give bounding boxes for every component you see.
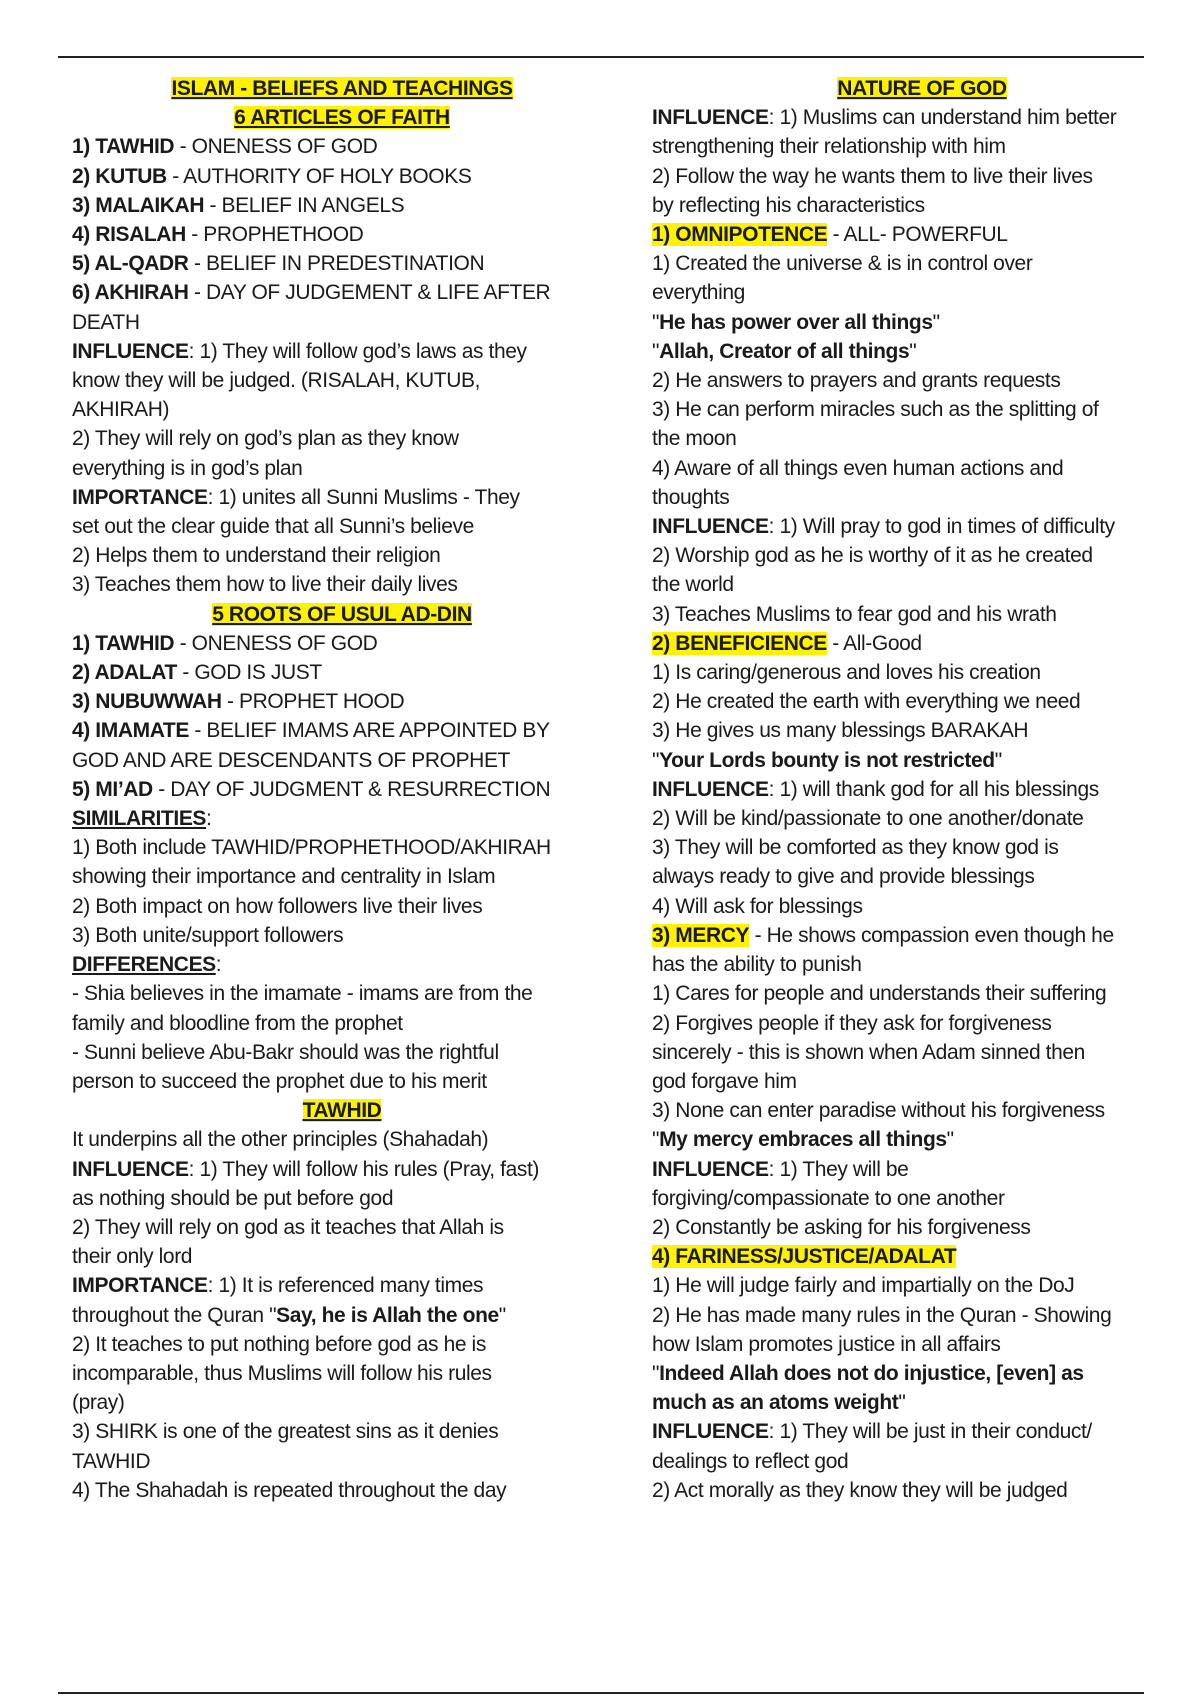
line-text: 1) He will judge fairly and impartially on the DoJ <box>652 1274 1075 1298</box>
text-line <box>652 1038 1192 1067</box>
quote-post: " <box>898 1391 906 1415</box>
quote-text: My mercy embraces all things <box>659 1128 947 1152</box>
line-text: 2) He created the earth with everything we need <box>652 690 1081 714</box>
term-text: : 1) They will follow his rules (Pray, fast) <box>188 1157 539 1181</box>
quote-pre: " <box>652 310 660 334</box>
text-line <box>72 541 612 570</box>
line-text: 2) They will rely on god’s plan as they know <box>72 427 459 451</box>
text-line <box>652 1330 1192 1359</box>
quote-pre: " <box>652 339 660 363</box>
text-line <box>72 921 612 950</box>
term-text: - AUTHORITY OF HOLY BOOKS <box>166 164 472 188</box>
term-label: IMPORTANCE <box>72 1274 208 1298</box>
quote-line <box>652 1125 1192 1154</box>
text-line <box>72 1476 612 1505</box>
term-label: 3) MERCY <box>652 923 750 947</box>
quote-text: Say, he is Allah the one <box>276 1303 499 1327</box>
line-text: as nothing should be put before god <box>72 1186 394 1210</box>
term-label: 4) IMAMATE <box>72 719 189 743</box>
line-text: TAWHID <box>72 1449 151 1473</box>
line-text: 2) Worship god as he is worthy of it as he created <box>652 544 1093 568</box>
term-text: - BELIEF IN PREDESTINATION <box>188 252 485 276</box>
line-text: 2) They will rely on god as it teaches that Allah is <box>72 1215 504 1239</box>
left-column <box>72 74 612 1505</box>
quote-line <box>652 337 1192 366</box>
text-line <box>72 512 612 541</box>
line-text: by reflecting his characteristics <box>652 193 925 217</box>
term-label: DIFFERENCES <box>72 953 216 977</box>
line-text: 3) They will be comforted as they know god is <box>652 836 1059 860</box>
term-label: 4) FARINESS/JUSTICE/ADALAT <box>652 1245 957 1269</box>
quote-pre: " <box>652 748 660 772</box>
text-line <box>72 395 612 424</box>
text-line <box>652 1271 1192 1300</box>
line-text: DEATH <box>72 310 140 334</box>
quote-post: " <box>498 1303 506 1327</box>
text-line <box>652 892 1192 921</box>
term-label: SIMILARITIES <box>72 807 207 831</box>
line-text: 1) Cares for people and understands their suffering <box>652 982 1107 1006</box>
quote-post: " <box>909 339 917 363</box>
line-text: everything <box>652 281 745 305</box>
quote-line <box>652 746 1192 775</box>
term-line <box>72 191 612 220</box>
term-text: : 1) They will be <box>768 1157 909 1181</box>
text-line <box>72 1009 612 1038</box>
term-text: : 1) They will follow god’s laws as they <box>188 339 527 363</box>
text-line <box>72 1242 612 1271</box>
text-line <box>72 1067 612 1096</box>
quote-text: Allah, Creator of all things <box>659 339 910 363</box>
text-line <box>72 1359 612 1388</box>
line-text: 2) Follow the way he wants them to live their lives <box>652 164 1093 188</box>
quote-post: " <box>994 748 1002 772</box>
heading-text: ISLAM - BELIEFS AND TEACHINGS <box>171 77 513 100</box>
term-text: : 1) will thank god for all his blessings <box>768 777 1099 801</box>
term-line <box>72 804 612 833</box>
line-text: 3) Both unite/support followers <box>72 923 344 947</box>
text-line <box>72 454 612 483</box>
line-text: has the ability to punish <box>652 953 862 977</box>
text-line <box>72 1213 612 1242</box>
quote-pre: " <box>652 1361 660 1385</box>
term-text: - ONENESS OF GOD <box>174 631 378 655</box>
term-line <box>652 103 1192 132</box>
term-line <box>72 1155 612 1184</box>
term-line <box>72 132 612 161</box>
text-line <box>652 833 1192 862</box>
term-text: - ONENESS OF GOD <box>174 135 378 159</box>
term-line <box>72 1271 612 1300</box>
line-text: 4) Will ask for blessings <box>652 894 863 918</box>
term-line <box>72 950 612 979</box>
line-text: - Sunni believe Abu-Bakr should was the rightful <box>72 1040 499 1064</box>
section-heading <box>72 1096 612 1125</box>
line-text: set out the clear guide that all Sunni’s believe <box>72 515 474 539</box>
term-label: INFLUENCE <box>72 339 189 363</box>
quote-post: " <box>932 310 940 334</box>
line-text: 2) Both impact on how followers live their lives <box>72 894 483 918</box>
term-text: : 1) Will pray to god in times of difficulty <box>768 515 1115 539</box>
line-text: everything is in god’s plan <box>72 456 303 480</box>
text-line <box>652 600 1192 629</box>
term-line <box>72 249 612 278</box>
term-label: 3) NUBUWWAH <box>72 690 222 714</box>
term-text: - BELIEF IMAMS ARE APPOINTED BY <box>188 719 550 743</box>
term-text: : <box>206 807 212 831</box>
line-text: how Islam promotes justice in all affairs <box>652 1332 1001 1356</box>
text-line <box>652 249 1192 278</box>
text-line <box>652 162 1192 191</box>
term-label: 1) TAWHID <box>72 631 175 655</box>
term-line <box>652 1417 1192 1446</box>
term-line <box>652 512 1192 541</box>
line-text: 3) SHIRK is one of the greatest sins as it denies <box>72 1420 499 1444</box>
line-text: 2) Helps them to understand their religion <box>72 544 441 568</box>
line-text: 3) Teaches them how to live their daily lives <box>72 573 458 597</box>
line-text: the world <box>652 573 734 597</box>
line-text: 3) He can perform miracles such as the splitting of <box>652 398 1099 422</box>
text-line <box>72 424 612 453</box>
term-text: : 1) unites all Sunni Muslims - They <box>207 485 520 509</box>
heading-text: 6 ARTICLES OF FAITH <box>234 106 450 130</box>
line-text: forgiving/compassionate to one another <box>652 1186 1005 1210</box>
text-line <box>652 132 1192 161</box>
term-label: INFLUENCE <box>72 1157 189 1181</box>
text-line <box>72 746 612 775</box>
term-line <box>72 162 612 191</box>
text-line <box>72 1447 612 1476</box>
highlighted-term <box>652 629 1192 658</box>
term-label: 1) TAWHID <box>72 135 175 159</box>
line-text: thoughts <box>652 485 730 509</box>
term-line <box>72 716 612 745</box>
line-text: 2) Forgives people if they ask for forgiveness <box>652 1011 1052 1035</box>
line-text: know they will be judged. (RISALAH, KUTUB, <box>72 369 481 393</box>
term-text: : 1) It is referenced many times <box>207 1274 484 1298</box>
bottom-rule <box>58 1692 1144 1694</box>
term-text: : 1) They will be just in their conduct/ <box>768 1420 1092 1444</box>
text-line <box>72 1417 612 1446</box>
text-line <box>652 1213 1192 1242</box>
line-text: family and bloodline from the prophet <box>72 1011 403 1035</box>
text-line <box>652 804 1192 833</box>
text-line <box>72 308 612 337</box>
text-line <box>72 570 612 599</box>
quote-pre: throughout the Quran " <box>72 1303 277 1327</box>
text-line <box>652 278 1192 307</box>
term-label: INFLUENCE <box>652 106 769 130</box>
term-line <box>72 483 612 512</box>
term-line <box>72 629 612 658</box>
line-text: GOD AND ARE DESCENDANTS OF PROPHET <box>72 748 510 772</box>
text-line <box>652 1067 1192 1096</box>
line-text: 1) Created the universe & is in control over <box>652 252 1033 276</box>
term-label: 1) OMNIPOTENCE <box>652 223 828 247</box>
line-text: the moon <box>652 427 737 451</box>
text-line <box>72 1125 612 1154</box>
line-text: It underpins all the other principles (Shahadah) <box>72 1128 489 1152</box>
text-line <box>652 1301 1192 1330</box>
text-line <box>652 1009 1192 1038</box>
text-line <box>652 454 1192 483</box>
text-line <box>652 1476 1192 1505</box>
term-label: INFLUENCE <box>652 1157 769 1181</box>
line-text: strengthening their relationship with him <box>652 135 1006 159</box>
line-text: god forgave him <box>652 1069 797 1093</box>
term-text: : 1) Muslims can understand him better <box>768 106 1117 130</box>
text-line <box>652 1447 1192 1476</box>
text-line <box>652 191 1192 220</box>
term-text: - All-Good <box>826 631 922 655</box>
term-text: - DAY OF JUDGMENT & RESURRECTION <box>152 777 551 801</box>
highlighted-term <box>652 220 1192 249</box>
text-line <box>72 1388 612 1417</box>
line-text: 3) He gives us many blessings BARAKAH <box>652 719 1029 743</box>
line-text: 3) None can enter paradise without his forgiveness <box>652 1099 1105 1123</box>
term-label: 2) KUTUB <box>72 164 167 188</box>
text-line <box>652 716 1192 745</box>
quote-post: " <box>946 1128 954 1152</box>
section-heading <box>72 600 612 629</box>
text-line <box>72 366 612 395</box>
section-heading <box>72 74 612 103</box>
text-line <box>72 1184 612 1213</box>
line-text: 2) Act morally as they know they will be judged <box>652 1478 1068 1502</box>
quote-line <box>652 1388 1192 1417</box>
line-text: 4) The Shahadah is repeated throughout the day <box>72 1478 507 1502</box>
text-line <box>652 862 1192 891</box>
highlighted-term <box>652 921 1192 950</box>
line-text: AKHIRAH) <box>72 398 170 422</box>
line-text: 1) Is caring/generous and loves his creation <box>652 661 1041 685</box>
right-column <box>652 74 1192 1505</box>
text-line <box>652 687 1192 716</box>
term-label: 3) MALAIKAH <box>72 193 205 217</box>
term-label: 6) AKHIRAH <box>72 281 189 305</box>
quote-line <box>72 1301 612 1330</box>
line-text: 3) Teaches Muslims to fear god and his wrath <box>652 602 1057 626</box>
top-rule <box>58 56 1144 58</box>
line-text: sincerely - this is shown when Adam sinned then <box>652 1040 1085 1064</box>
term-text: - ALL- POWERFUL <box>827 223 1008 247</box>
term-label: 2) ADALAT <box>72 661 177 685</box>
text-line <box>652 570 1192 599</box>
text-line <box>652 541 1192 570</box>
line-text: 2) It teaches to put nothing before god as he is <box>72 1332 486 1356</box>
quote-text: He has power over all things <box>659 310 933 334</box>
term-text: : <box>215 953 222 977</box>
section-heading <box>72 103 612 132</box>
heading-text: NATURE OF GOD <box>837 77 1007 100</box>
line-text: 4) Aware of all things even human actions and <box>652 456 1064 480</box>
term-line <box>72 220 612 249</box>
line-text: - Shia believes in the imamate - imams are from the <box>72 982 533 1006</box>
heading-text: 5 ROOTS OF USUL AD-DIN <box>212 602 472 626</box>
line-text: person to succeed the prophet due to his merit <box>72 1069 487 1093</box>
line-text: 2) He answers to prayers and grants requests <box>652 369 1061 393</box>
term-text: - He shows compassion even though he <box>749 923 1114 947</box>
quote-text: much as an atoms weight <box>652 1391 899 1415</box>
term-label: 4) RISALAH <box>72 223 186 247</box>
term-line <box>652 775 1192 804</box>
text-line <box>652 979 1192 1008</box>
text-line <box>652 1096 1192 1125</box>
term-line <box>72 658 612 687</box>
term-text: - DAY OF JUDGEMENT & LIFE AFTER <box>188 281 551 305</box>
quote-text: Your Lords bounty is not restricted <box>659 748 995 772</box>
term-line <box>72 337 612 366</box>
line-text: incomparable, thus Muslims will follow his rules <box>72 1361 492 1385</box>
term-line <box>72 775 612 804</box>
line-text: 2) Constantly be asking for his forgiveness <box>652 1215 1031 1239</box>
highlighted-term <box>652 1242 1192 1271</box>
text-line <box>72 979 612 1008</box>
term-label: INFLUENCE <box>652 515 769 539</box>
term-label: INFLUENCE <box>652 1420 769 1444</box>
text-line <box>652 483 1192 512</box>
term-line <box>72 687 612 716</box>
line-text: showing their importance and centrality in Islam <box>72 865 496 889</box>
term-text: - PROPHETHOOD <box>185 223 364 247</box>
line-text: 2) He has made many rules in the Quran - Showing <box>652 1303 1112 1327</box>
line-text: 1) Both include TAWHID/PROPHETHOOD/AKHIRAH <box>72 836 551 860</box>
term-label: 5) MI’AD <box>72 777 153 801</box>
text-line <box>652 950 1192 979</box>
text-line <box>652 1184 1192 1213</box>
text-line <box>652 658 1192 687</box>
text-line <box>72 892 612 921</box>
text-line <box>72 1330 612 1359</box>
line-text: 2) Will be kind/passionate to one another/donate <box>652 807 1084 831</box>
quote-line <box>652 308 1192 337</box>
text-line <box>652 424 1192 453</box>
quote-line <box>652 1359 1192 1388</box>
term-text: - GOD IS JUST <box>176 661 322 685</box>
term-line <box>652 1155 1192 1184</box>
text-line <box>72 1038 612 1067</box>
line-text: (pray) <box>72 1391 125 1415</box>
text-line <box>652 395 1192 424</box>
line-text: always ready to give and provide blessings <box>652 865 1035 889</box>
line-text: dealings to reflect god <box>652 1449 849 1473</box>
term-label: 2) BENEFICIENCE <box>652 631 827 655</box>
heading-text: TAWHID <box>302 1099 382 1123</box>
text-line <box>652 366 1192 395</box>
line-text: their only lord <box>72 1245 193 1269</box>
quote-text: Indeed Allah does not do injustice, [even] as <box>659 1361 1084 1385</box>
term-label: 5) AL-QADR <box>72 252 189 276</box>
text-line <box>72 833 612 862</box>
term-line <box>72 278 612 307</box>
term-label: IMPORTANCE <box>72 485 208 509</box>
section-heading <box>652 74 1192 103</box>
term-text: - PROPHET HOOD <box>221 690 405 714</box>
text-line <box>72 862 612 891</box>
term-label: INFLUENCE <box>652 777 769 801</box>
term-text: - BELIEF IN ANGELS <box>204 193 405 217</box>
quote-pre: " <box>652 1128 660 1152</box>
